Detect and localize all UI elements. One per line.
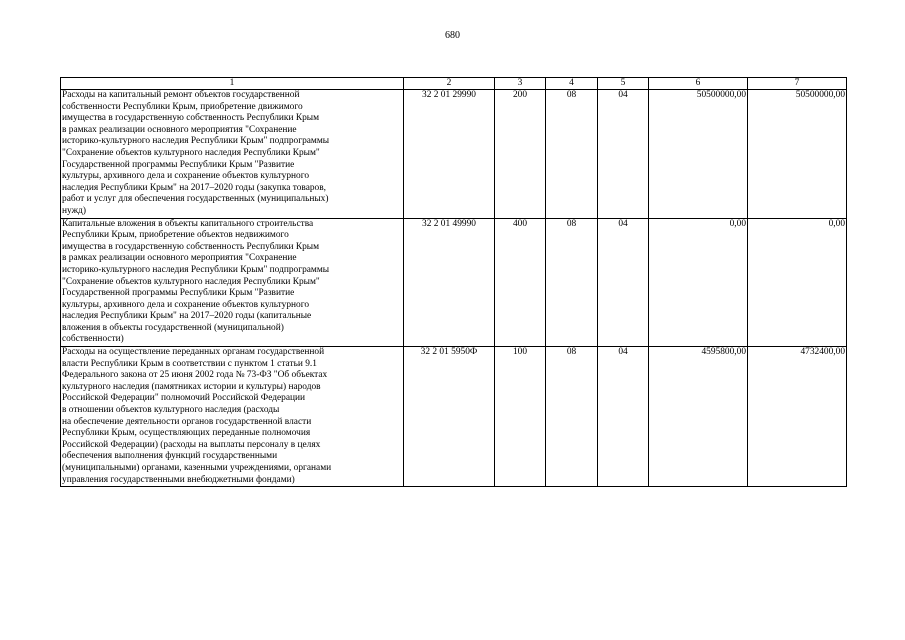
row-description [61, 218, 404, 347]
subsection-code: 04 [598, 218, 649, 347]
description-line: обеспечения выполнения функций государственными [62, 451, 278, 462]
description-line: Российской Федерации" полномочий Российской Федерации [62, 393, 306, 404]
section-code: 08 [546, 218, 598, 347]
description-line: управления государственными внебюджетными фондами) [62, 474, 295, 485]
header-col-1: 1 [61, 78, 404, 90]
description-line: (муниципальными) органами, казенными учреждениями, органами [62, 463, 332, 473]
header-row [61, 78, 847, 90]
amount-column-7: 0,00 [748, 218, 847, 347]
description-line: на обеспечение деятельности органов государственной власти [62, 416, 312, 427]
amount-column-7: 4732400,00 [748, 347, 847, 487]
table-row [61, 218, 847, 347]
header-col-7: 7 [748, 78, 847, 90]
description-line: вложения в объекты государственной (муниципальной) [62, 322, 284, 333]
description-line: культуры, архивного дела и сохранение объектов культурного [62, 299, 310, 310]
header-col-4: 4 [546, 78, 598, 90]
amount-column-6: 50500000,00 [649, 90, 748, 219]
description-line: Расходы на осуществление переданных органам государственной [62, 347, 325, 358]
expense-type-code: 200 [495, 90, 546, 219]
description-line: Республики Крым, осуществляющих переданные полномочия [62, 428, 311, 439]
description-line: работ и услуг для обеспечения государственных (муниципальных) [62, 194, 329, 205]
table-row [61, 90, 847, 219]
description-line: нужд) [62, 205, 86, 216]
amount-column-6: 4595800,00 [649, 347, 748, 487]
description-line: власти Республики Крым в соответствии с пунктом 1 статьи 9.1 [62, 358, 317, 369]
expense-type-code: 400 [495, 218, 546, 347]
description-line: Республики Крым, приобретение объектов недвижимого [62, 230, 289, 241]
target-article-code: 32 2 01 5950Ф [404, 347, 495, 487]
description-line: "Сохранение объектов культурного наследия Республики Крым" [62, 147, 320, 158]
expense-type-code: 100 [495, 347, 546, 487]
description-line: имущества в государственную собственность Республики Крым [62, 241, 320, 252]
description-line: в отношении объектов культурного наследия (расходы [62, 405, 280, 416]
row-description [61, 90, 404, 219]
description-line: историко-культурного наследия Республики Крым" подпрограммы [62, 264, 330, 275]
table-row [61, 347, 847, 487]
description-line: в рамках реализации основного мероприятия "Сохранение [62, 253, 297, 264]
description-line: собственности) [62, 334, 124, 345]
description-line: "Сохранение объектов культурного наследия Республики Крым" [62, 276, 320, 287]
header-col-5: 5 [598, 78, 649, 90]
description-line: культурного наследия (памятниках истории и культуры) народов [62, 381, 321, 392]
target-article-code: 32 2 01 49990 [404, 218, 495, 347]
description-line: наследия Республики Крым" на 2017–2020 годы (закупка товаров, [62, 182, 327, 193]
page-number: 680 [445, 30, 460, 41]
subsection-code: 04 [598, 90, 649, 219]
description-line: Расходы на капитальный ремонт объектов государственной [62, 90, 300, 100]
description-line: Капитальные вложения в объекты капитального строительства [62, 218, 314, 229]
amount-column-6: 0,00 [649, 218, 748, 347]
description-line: Российской Федерации) (расходы на выплаты персоналу в целях [62, 439, 321, 450]
header-col-3: 3 [495, 78, 546, 90]
description-line: Государственной программы Республики Крым "Развитие [62, 288, 295, 299]
description-line: историко-культурного наследия Республики Крым" подпрограммы [62, 136, 330, 147]
row-description [61, 347, 404, 487]
amount-column-7: 50500000,00 [748, 90, 847, 219]
description-line: имущества в государственную собственность Республики Крым [62, 113, 320, 124]
target-article-code: 32 2 01 29990 [404, 90, 495, 219]
section-code: 08 [546, 90, 598, 219]
header-col-6: 6 [649, 78, 748, 90]
description-line: собственности Республики Крым, приобретение движимого [62, 101, 303, 112]
description-line: Государственной программы Республики Крым "Развитие [62, 159, 295, 170]
description-line: культуры, архивного дела и сохранение объектов культурного [62, 171, 310, 182]
budget-table [60, 77, 847, 487]
subsection-code: 04 [598, 347, 649, 487]
header-col-2: 2 [404, 78, 495, 90]
description-line: наследия Республики Крым" на 2017–2020 годы (капитальные [62, 311, 312, 322]
description-line: Федерального закона от 25 июня 2002 года № 73-ФЗ "Об объектах [62, 370, 328, 381]
section-code: 08 [546, 347, 598, 487]
description-line: в рамках реализации основного мероприятия "Сохранение [62, 124, 297, 135]
